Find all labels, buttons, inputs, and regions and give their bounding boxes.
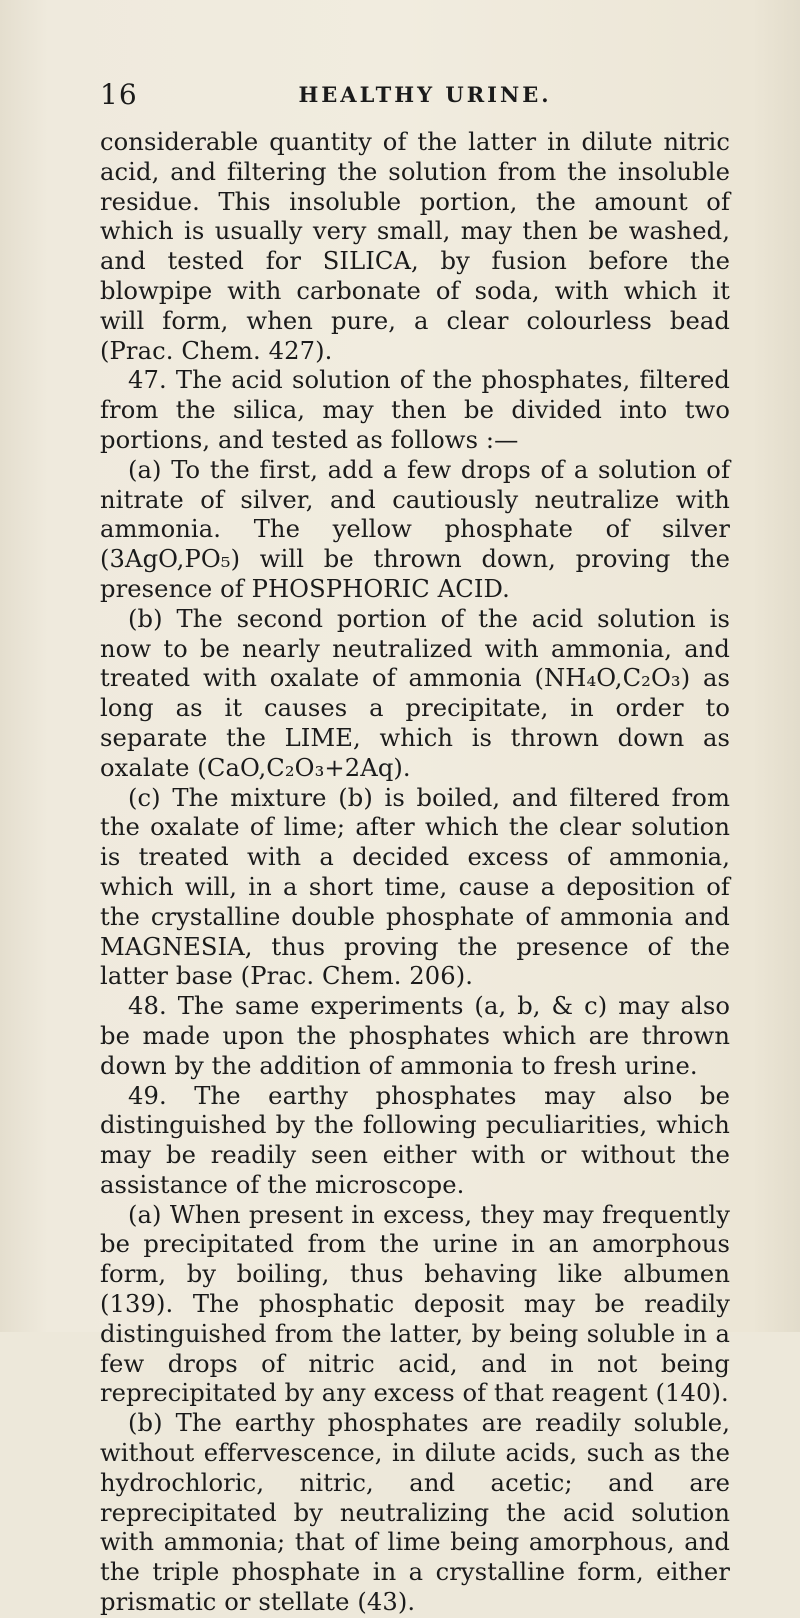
paragraph-47: 47. The acid solution of the phosphates, filtered from the silica, may then be divided into two portions, and tested as follows :— bbox=[100, 366, 730, 454]
paragraph-48: 48. The same experiments (a, b, & c) may also be made upon the phosphates which are thrown down by the addition of ammonia to fresh urine. bbox=[100, 992, 730, 1080]
running-head: HEALTHY URINE. bbox=[298, 82, 552, 107]
paragraph-49a: (a) When present in excess, they may frequently be precipitated from the urine in an amorphous form, by boiling, thus behaving like albumen (139). The phosphatic deposit may be readily distinguished from the latter, by being soluble in a few drops of nitric acid, and in not being reprecipitated by any excess of that reagent (140). bbox=[100, 1200, 730, 1408]
paragraph-continuation: considerable quantity of the latter in dilute nitric acid, and filtering the solution from the insoluble residue. This insoluble portion, the amount of which is usually very small, may then be washed, and tested for SILICA, by fusion before the blowpipe with carbonate of soda, with which it will form, when pure, a clear colourless bead (Prac. Chem. 427). bbox=[100, 128, 730, 365]
paragraph-49: 49. The earthy phosphates may also be distinguished by the following peculiarities, which may be readily seen either with or without the assistance of the microscope. bbox=[100, 1081, 730, 1199]
page-number: 16 bbox=[100, 78, 138, 111]
page-header bbox=[100, 78, 730, 112]
paragraph-47b: (b) The second portion of the acid solution is now to be nearly neutralized with ammonia, and treated with oxalate of ammonia (NH₄O,C₂O₃) as long as it causes a precipitate, in order to separate the LIME, which is thrown down as oxalate (CaO,C₂O₃+2Aq). bbox=[100, 604, 730, 782]
paragraph-47c: (c) The mixture (b) is boiled, and filtered from the oxalate of lime; after which the clear solution is treated with a decided excess of ammonia, which will, in a short time, cause a deposition of the crystalline double phosphate of ammonia and MAGNESIA, thus proving the presence of the latter base (Prac. Chem. 206). bbox=[100, 783, 730, 991]
body-text bbox=[100, 128, 730, 1618]
paragraph-49b: (b) The earthy phosphates are readily soluble, without effervescence, in dilute acids, such as the hydrochloric, nitric, and acetic; and are reprecipitated by neutralizing the acid solution with ammonia; that of lime being amorphous, and the triple phosphate in a crystalline form, either prismatic or stellate (43). bbox=[100, 1409, 730, 1617]
paragraph-47a: (a) To the first, add a few drops of a solution of nitrate of silver, and cautiously neutralize with ammonia. The yellow phosphate of silver (3AgO,PO₅) will be thrown down, proving the presence of PHOSPHORIC ACID. bbox=[100, 455, 730, 603]
